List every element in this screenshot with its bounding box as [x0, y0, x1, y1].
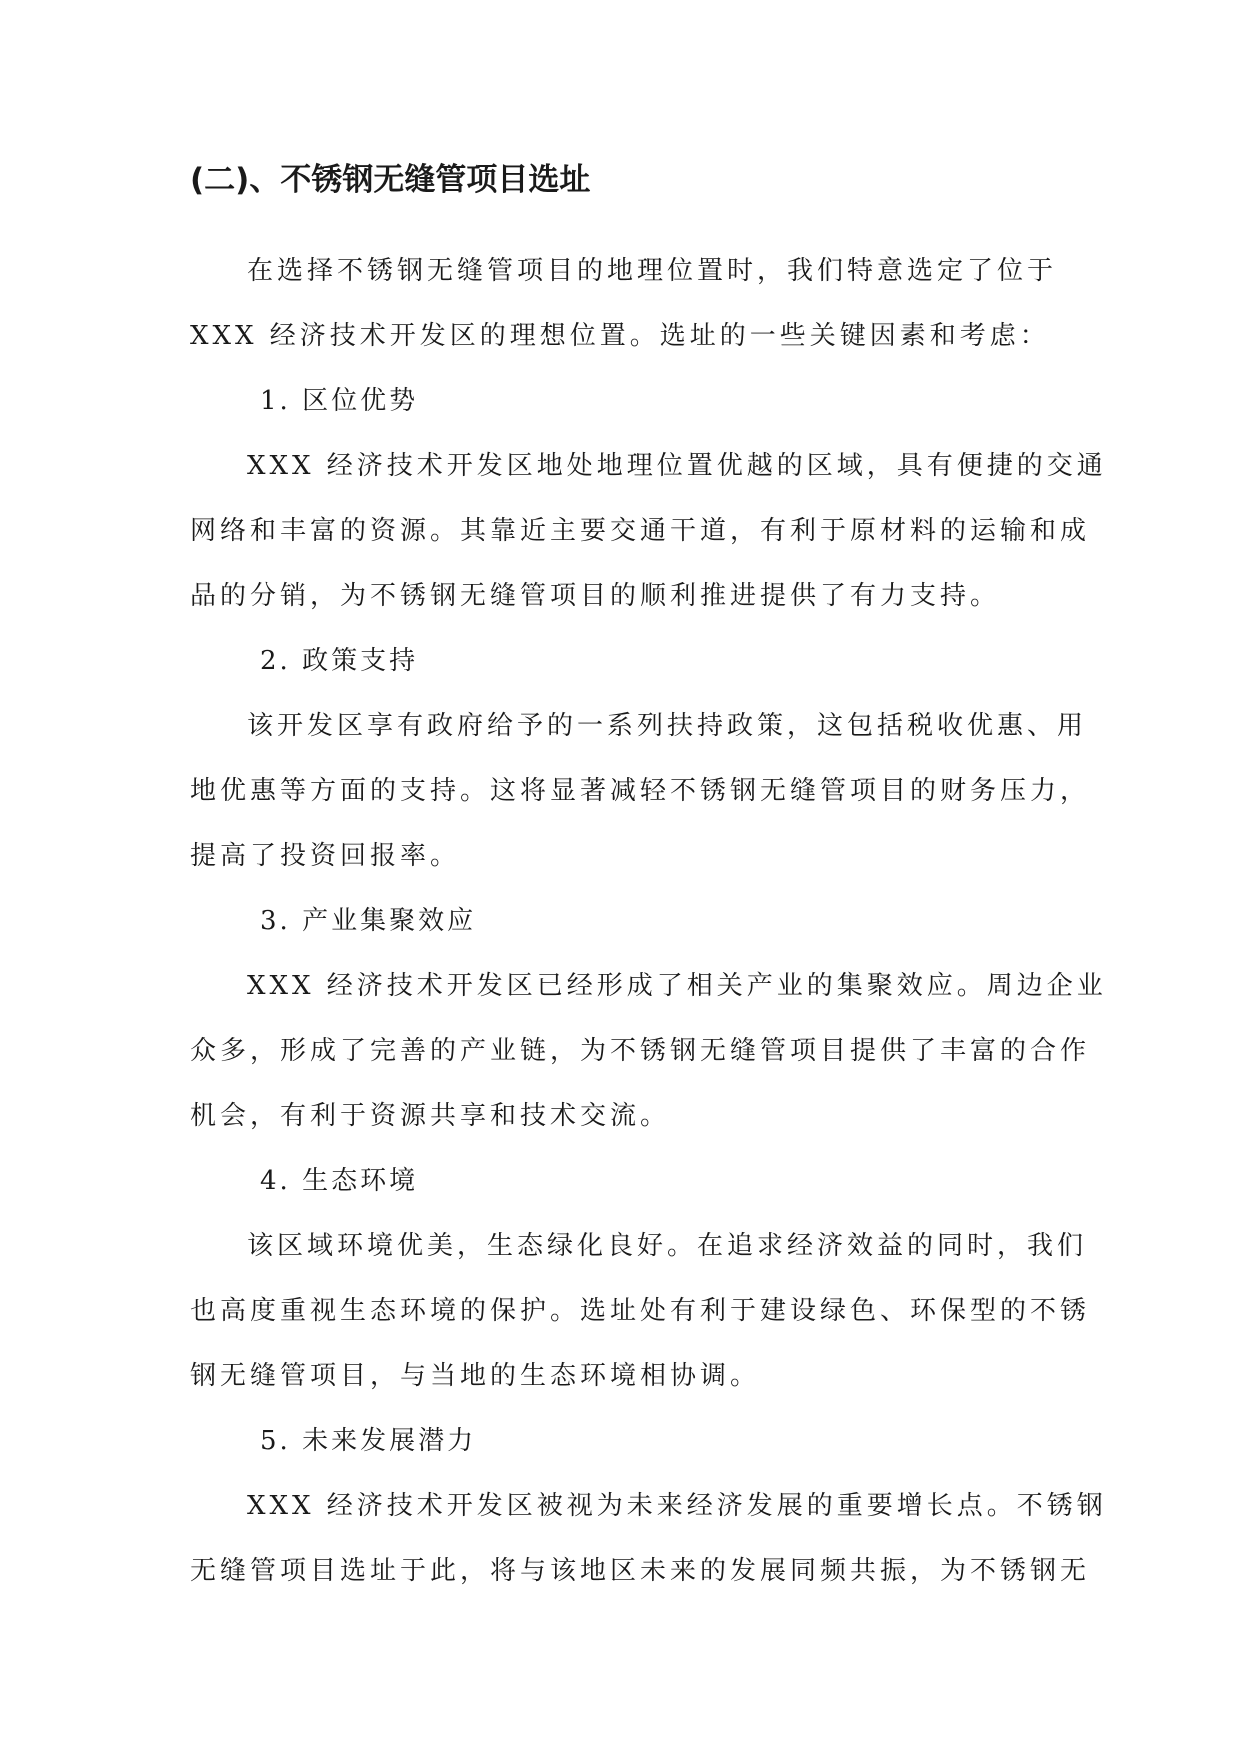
- paragraph-line: 地优惠等方面的支持。这将显著减轻不锈钢无缝管项目的财务压力，: [190, 776, 1091, 806]
- section-heading: (二)、不锈钢无缝管项目选址: [190, 162, 591, 198]
- subsection-title-3: 3. 产业集聚效应: [260, 906, 477, 936]
- paragraph-line: XXX 经济技术开发区地处地理位置优越的区域，具有便捷的交通: [247, 451, 1107, 481]
- subsection-title-1: 1. 区位优势: [260, 386, 419, 416]
- paragraph-line: XXX 经济技术开发区被视为未来经济发展的重要增长点。不锈钢: [247, 1491, 1107, 1521]
- paragraph-line: 网络和丰富的资源。其靠近主要交通干道，有利于原材料的运输和成: [190, 516, 1091, 546]
- subsection-title-5: 5. 未来发展潜力: [260, 1426, 477, 1456]
- paragraph-line: 该区域环境优美，生态绿化良好。在追求经济效益的同时，我们: [247, 1231, 1088, 1261]
- paragraph-line: 众多，形成了完善的产业链，为不锈钢无缝管项目提供了丰富的合作: [190, 1036, 1091, 1066]
- intro-line-1: 在选择不锈钢无缝管项目的地理位置时，我们特意选定了位于: [247, 256, 1058, 286]
- paragraph-line: 品的分销，为不锈钢无缝管项目的顺利推进提供了有力支持。: [190, 581, 1001, 611]
- paragraph-line: 提高了投资回报率。: [190, 841, 461, 871]
- intro-line-2: XXX 经济技术开发区的理想位置。选址的一些关键因素和考虑：: [190, 321, 1050, 351]
- paragraph-line: 也高度重视生态环境的保护。选址处有利于建设绿色、环保型的不锈: [190, 1296, 1091, 1326]
- paragraph-line: 钢无缝管项目，与当地的生态环境相协调。: [190, 1361, 761, 1391]
- paragraph-line: XXX 经济技术开发区已经形成了相关产业的集聚效应。周边企业: [247, 971, 1107, 1001]
- paragraph-line: 机会，有利于资源共享和技术交流。: [190, 1101, 671, 1131]
- paragraph-line: 该开发区享有政府给予的一系列扶持政策，这包括税收优惠、用: [247, 711, 1088, 741]
- paragraph-line: 无缝管项目选址于此，将与该地区未来的发展同频共振，为不锈钢无: [190, 1556, 1091, 1586]
- subsection-title-2: 2. 政策支持: [260, 646, 419, 676]
- subsection-title-4: 4. 生态环境: [260, 1166, 419, 1196]
